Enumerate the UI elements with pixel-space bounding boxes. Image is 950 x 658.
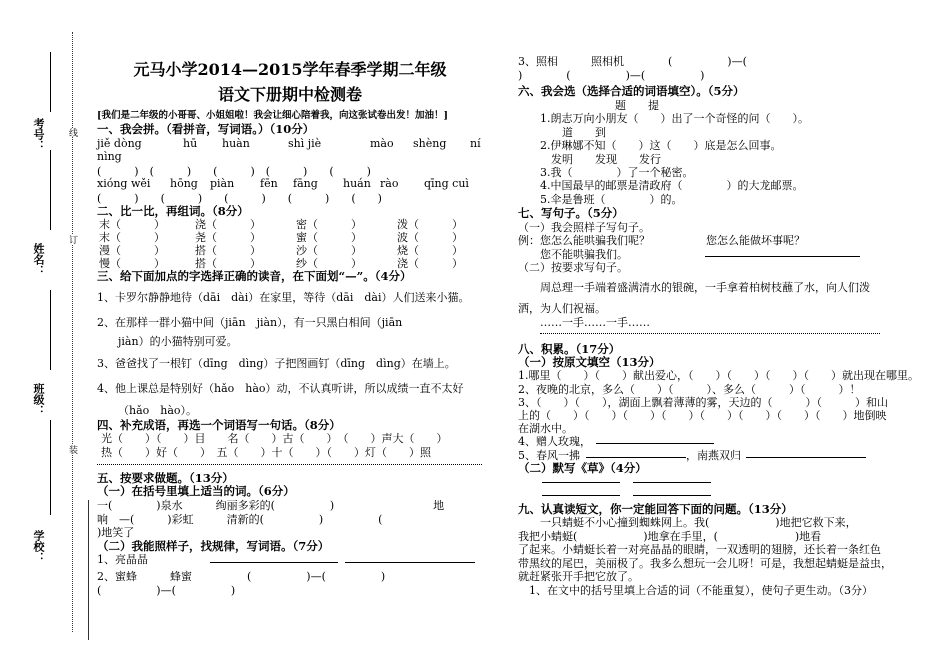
- exam-number-label: 考号：: [32, 118, 45, 151]
- word-cell: 纱（ ）: [296, 257, 362, 270]
- q2-heading: 二、比一比，再组词。（8分）: [97, 204, 249, 218]
- q5-sub1-line2: 响 —( )彩虹 清新的( ) (: [97, 513, 383, 526]
- word-cell: 搭（ ）: [195, 244, 261, 257]
- fold-mark-mid: 订: [67, 235, 77, 244]
- q1-blanks-row2: ( ) ( ) ( ) ( ) ( ): [97, 192, 382, 205]
- q5-sub2-line4-cont: ) ( )—( ): [518, 69, 705, 82]
- q8-sub1: （一）按原文填空（13分）: [518, 355, 661, 369]
- poem-line: [633, 482, 711, 483]
- q3-item-2-cont: jiàn）的小猫特别可爱。: [118, 335, 238, 348]
- exam-number-line-2: [50, 150, 52, 230]
- q9-paragraph-4: 带黑纹的尾巴，美丽极了。我多么想玩一会儿呀！可是，我想起蜻蜓是益虫，: [518, 557, 892, 570]
- q8-heading: 八、积累。（17分）: [518, 342, 621, 356]
- fold-mark-lower: 装: [67, 445, 77, 454]
- q5-sub1-heading: （一）在括号里填上适当的词。（6分）: [97, 484, 295, 498]
- pinyin: shì jiè: [288, 137, 322, 150]
- word-cell: 末（ ）: [99, 218, 165, 231]
- fold-mark-upper: 线: [67, 128, 77, 137]
- q1-heading: 一、我会拼。（看拼音，写词语。）（10分）: [97, 122, 315, 136]
- answer-line: [746, 457, 866, 458]
- word-cell: 泼（ ）: [397, 218, 463, 231]
- word-cell: 漫（ ）: [99, 244, 165, 257]
- q7-paragraph-cont: 洒，为人们祝福。: [518, 302, 606, 315]
- q9-paragraph-5: 就赶紧张开手把它放了。: [518, 570, 639, 583]
- q6-sentence-1: 1.朗志万向小朋友（ ）出了一个奇怪的问（ ）。: [540, 112, 809, 125]
- q8-line-4: 上的（ ）（ ）（ ）（ ）（ ）（ ）（ ）（ ）地倒映: [518, 409, 887, 422]
- pinyin: hōng: [170, 177, 198, 190]
- pinyin: qīng cuì: [424, 177, 469, 190]
- binding-margin: [0, 0, 92, 658]
- q9-heading: 九、认真读短文，你一定能回答下面的问题。（13分）: [518, 502, 793, 516]
- q3-item-4: 4、他上课总是特别好（hǎo hào）动，不认真听讲，所以成绩一直不太好: [97, 382, 464, 395]
- q8-line-7a: 5、春风一拂: [518, 449, 580, 462]
- binding-solid-line: [88, 500, 89, 640]
- word-cell: 慢（ ）: [99, 257, 165, 270]
- q5-sub1-line3: )地笑了: [97, 526, 135, 539]
- q7-heading: 七、写句子。（5分）: [518, 206, 624, 220]
- pinyin: hū: [183, 137, 198, 150]
- q6-sentence-2: 2.伊琳娜不知（ ）这（ ）底是怎么回事。: [540, 139, 782, 152]
- q8-line-7b: ，南燕双归: [686, 449, 741, 462]
- q9-paragraph-2: 我把小蜻蜓( )地拿在手里，( )地看: [518, 530, 822, 543]
- q7-paragraph: 周总理一手端着盛满清水的银碗，一手拿着柏树枝蘸了水，向人们泼: [540, 281, 870, 294]
- school-label: 学校：: [32, 530, 45, 563]
- name-line: [50, 290, 52, 370]
- q7-example-2: 您怎么能做坏事呢？: [706, 234, 805, 247]
- word-cell: 浇（ ）: [195, 218, 261, 231]
- q8-sub2: （二）默写《草》（4分）: [518, 461, 647, 475]
- q3-item-2: 2、在那样一群小猫中间（jiān jiàn），有一只黑白相间（jiān: [97, 316, 403, 329]
- pinyin: shèng: [413, 137, 447, 150]
- pinyin: mào: [370, 137, 394, 150]
- class-label: 班级：: [32, 383, 45, 416]
- word-cell: 搭（ ）: [195, 257, 261, 270]
- pinyin: fāng: [293, 177, 318, 190]
- pinyin: piàn: [210, 177, 235, 190]
- pinyin: huán: [343, 177, 371, 190]
- class-line: [50, 420, 52, 515]
- answer-line: [345, 562, 475, 563]
- q6-word-choices-1: 题 提: [615, 99, 659, 112]
- q6-word-choices-3: 发明 发现 发行: [551, 153, 661, 166]
- word-cell: 末（ ）: [99, 231, 165, 244]
- word-cell: 浇（ ）: [397, 257, 463, 270]
- q8-line-3: 3、（ ）（ ），湖面上飘着薄薄的雾，天边的（ ）（ ）和山: [518, 396, 888, 409]
- name-label: 姓名：: [32, 243, 45, 276]
- q7-sub1: （一）我会照样子写句子。: [518, 221, 650, 234]
- exam-number-line: [50, 52, 52, 112]
- q5-sub2-line3: ( )—( ): [97, 584, 236, 597]
- q9-question-1: 1、在文中的括号里填上合适的词（不能重复），使句子更生动。（3分）: [529, 584, 873, 597]
- pinyin: huàn: [222, 137, 250, 150]
- pinyin: jiě dòng: [97, 137, 142, 150]
- q4-heading: 四、补充成语，再选一个词语写一句话。（8分）: [97, 418, 341, 432]
- word-cell: 沙（ ）: [296, 244, 362, 257]
- q4-writing-line: [97, 464, 482, 465]
- title-line-2: 语文下册期中检测卷: [217, 85, 362, 104]
- q7-example-3: 您不能哄骗我们。: [540, 248, 628, 261]
- pinyin: xióng wěi: [97, 177, 151, 190]
- q3-item-1: 1、卡罗尔静静地待（dāi dài）在家里，等待（dāi dài）人们送来小猫。: [97, 291, 470, 304]
- q3-heading: 三、给下面加点的字选择正确的读音，在下面划“—”。（4分）: [97, 269, 412, 283]
- intro-text: [我们是二年级的小哥哥、小姐姐啦！我会让细心陪着我，向这张试卷出发！加油！]: [97, 110, 448, 121]
- pinyin: rào: [380, 177, 399, 190]
- answer-line: [210, 562, 338, 563]
- pinyin: fēn: [260, 177, 278, 190]
- title-line-1: 元马小学2014—2015学年春季学期二年级: [133, 60, 447, 79]
- pinyin: ní: [470, 137, 481, 150]
- q8-line-2: 2、夜晚的北京，多么（ ）（ ）、多么（ ）（ ）！: [518, 383, 861, 396]
- q8-line-6: 4、赠人玫瑰，: [518, 435, 591, 448]
- q7-example-1: 例：您怎么能哄骗我们呢？: [518, 234, 650, 247]
- q5-sub2-line4: 3、照相 照相机 ( )—(: [518, 55, 747, 68]
- binding-dotted-line: [72, 32, 73, 632]
- q3-item-3: 3、爸爸找了一根钉（dīng dìng）子把图画钉（dīng dìng）在墙上。: [97, 357, 456, 370]
- q7-writing-line: [540, 333, 880, 334]
- q7-pattern: ……一手……一手……: [540, 316, 650, 329]
- q9-paragraph-1: 一只蜻蜓不小心撞到蜘蛛网上。我( )地把它救下来，: [540, 516, 857, 529]
- word-cell: 波（ ）: [397, 231, 463, 244]
- word-cell: 尧（ ）: [195, 231, 261, 244]
- q5-sub2-line2: 2、蜜蜂 蜂蜜 ( )—( ): [97, 570, 386, 583]
- q6-heading: 六、我会选（选择合适的词语填空）。（5分）: [518, 84, 745, 98]
- q6-sentence-3: 3.我（ ）了一个秘密。: [540, 166, 694, 179]
- answer-line: [586, 457, 686, 458]
- q5-heading: 五、按要求做题。（13分）: [97, 471, 234, 485]
- q5-sub2-line1: 1、亮晶晶: [97, 553, 148, 566]
- poem-line: [542, 482, 620, 483]
- q7-sub2: （二）按要求写句子。: [518, 261, 628, 274]
- q5-sub2-heading: （二）我能照样子，找规律，写词语。（7分）: [97, 539, 330, 553]
- q8-line-1: 1.哪里（ ）（ ）献出爱心，（ ）（ ）（ ）（ ）就出现在哪里。: [518, 369, 919, 382]
- q4-row-1: 光（ ）（ ）目 名（ ）古（ ） （ ）声大（ ）: [101, 432, 448, 445]
- q4-row-2: 热（ ）好（ ） 五（ ）十（ ）（ ）灯（ ）照: [101, 446, 431, 459]
- q8-line-5: 在湖水中。: [518, 422, 573, 435]
- poem-line: [542, 495, 620, 496]
- q3-item-4-cont: （hǎo hào）。: [118, 404, 198, 417]
- answer-line: [596, 443, 714, 444]
- q6-sentence-4: 4.中国最早的邮票是清政府（ ）的大龙邮票。: [540, 179, 804, 192]
- q1-pinyin-wrap: nìng: [97, 150, 122, 163]
- answer-line: [705, 256, 860, 257]
- word-cell: 密（ ）: [296, 218, 362, 231]
- poem-line: [633, 495, 711, 496]
- q6-sentence-5: 5.伞是鲁班（ ）的。: [540, 193, 683, 206]
- word-cell: 烧（ ）: [397, 244, 463, 257]
- q1-blanks-row1: ( ) ( ) ( ) ( ) ( ): [97, 165, 371, 178]
- q5-sub1-line1: 一( )泉水 绚丽多彩的( ) 地: [97, 499, 445, 512]
- word-cell: 蜜（ ）: [296, 231, 362, 244]
- q6-word-choices-2: 道 到: [562, 126, 606, 139]
- q9-paragraph-3: 了起来。小蜻蜓长着一对亮晶晶的眼睛，一双透明的翅膀，还长着一条红色: [518, 543, 881, 556]
